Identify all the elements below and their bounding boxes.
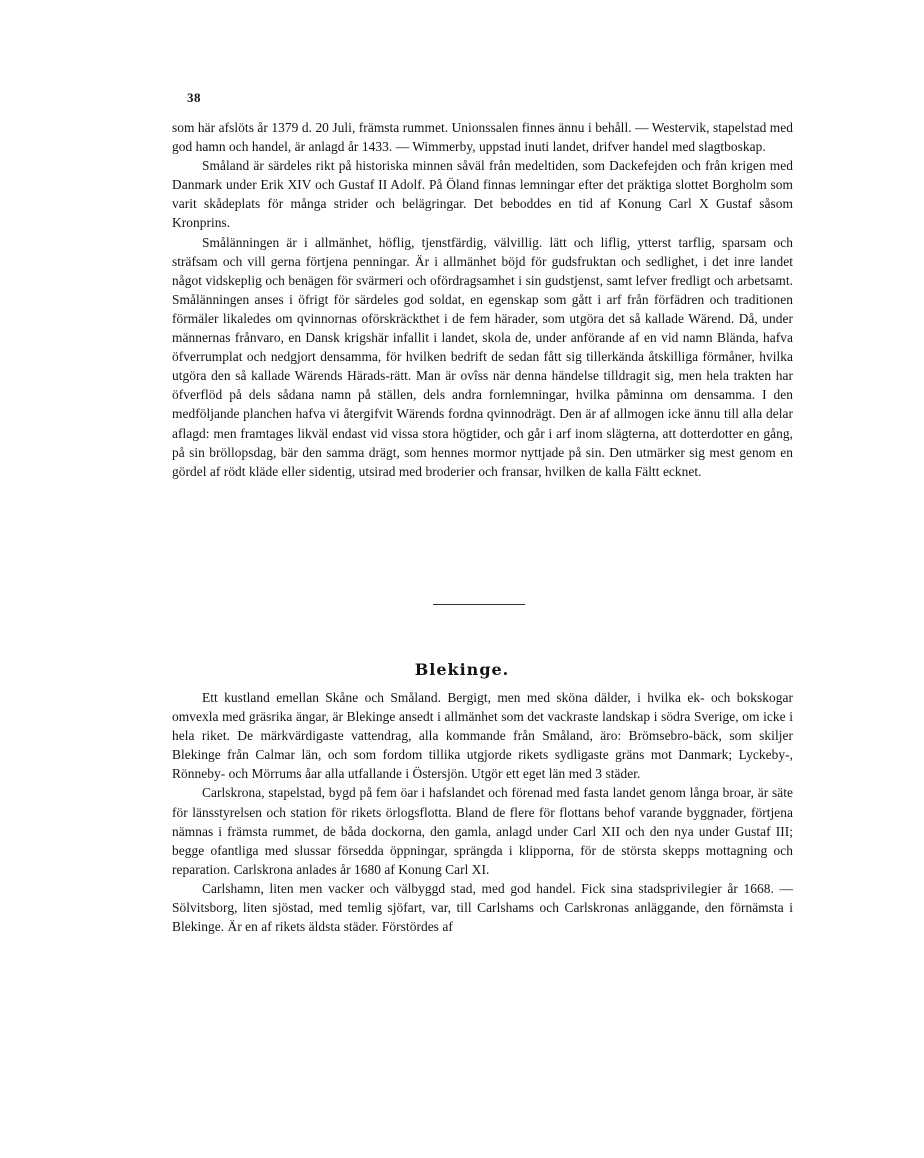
paragraph-carlskrona: Carlskrona, stapelstad, bygd på fem öar i hafslandet och förenad med fasta landet genom långa broar, är säte för länsstyrelsen och station för rikets örlogsflotta. Bland de flere för flottans behof varande byggnader, förtjena nämnas i främsta rummet, de båda dockorna, den gamla, anlagd under Carl XII och den nya under Gustaf III; begge ofantliga med slussar försedda öppningar, sprängda i klipporna, för de största skepps mottagning och reparation. Carlskrona anlades år 1680 af Konung Carl XI. [172, 785, 793, 877]
section-heading: Blekinge. [414, 660, 510, 679]
section-divider [433, 604, 525, 605]
blekinge-text-section [172, 688, 793, 936]
paragraph-carlshamn: Carlshamn, liten men vacker och välbyggd stad, med god handel. Fick sina stadsprivilegier år 1668. — Sölvitsborg, liten sjöstad, med temlig sjöfart, var, till Carlshams och Carlskronas anläggande, den förnämsta i Blekinge. Är en af rikets äldsta städer. Förstördes af [172, 880, 793, 935]
page-number: 38 [187, 90, 201, 105]
paragraph-continuation: som här afslöts år 1379 d. 20 Juli, främsta rummet. Unionssalen finnes ännu i behåll. — Westervik, stapelstad med god hamn och handel, är anlagd år 1433. — Wimmerby, uppstad inuti landet, drifver handel med slagtboskap. [172, 120, 793, 155]
paragraph-blekinge-intro: Ett kustland emellan Skåne och Småland. Bergigt, men med sköna dälder, i hvilka ek- och bokskogar omvexla med gräsrika ängar, är Blekinge ansedt i allmänhet som det vackraste landskap i södra Sverige, om icke i hela riket. De märkvärdigaste vattendrag, alla kommande från Småland, äro: Brömsebro-bäck, som skiljer Blekinge från Calmar län, och som fordom tillika utgjorde rikets sydligaste gräns mot Danmark; Lyckeby-, Rönneby- och Mörrums åar alla utfallande i Östersjön. Utgör ett eget län med 3 städer. [172, 690, 793, 782]
paragraph-smalanningen: Smålänningen är i allmänhet, höflig, tjenstfärdig, välvillig. lätt och liflig, ytterst tarflig, sparsam och sträfsam och vill gerna förtjena penningar. Är i allmänhet böjd för gudsfruktan och sedlighet, i det inre landet något vidskeplig och benägen för svärmeri och ofördragsamhet i sin gudstjenst, samt lefver fredligt och arbetsamt. Smålänningen anses i öfrigt för särdeles god soldat, en egenskap som gått i arf från förfädren och traditionen förmäler likaledes om qvinnornas oförskräckthet i de fem härader, som utgöra det så kallade Wärend. Då, under männernas frånvaro, en Dansk krigshär infallit i landet, skola de, under anförande af en vid namn Blända, hafva öfverrumplat och nedgjort densamma, för hvilken bedrift de sedan fått sig tillerkända åtskilliga förmåner, hvilka utgöra den så kallade Wärends Härads-rätt. Man är ovîss när denna händelse tilldragit sig, men hela trakten har öfverflöd på dels sådana namn på ställen, dels andra fornlemningar, hvilka påminna om densamma. I den medföljande planchen hafva vi återgifvit Wärends fordna qvinnodrägt. Den är af allmogen icke ännu till alla delar aflagd: men framtages likväl endast vid vissa stora högtider, och går i arf inom slägterna, att dotterdotter en gång, på sin bröllopsdag, bär den samma drägt, som hennes mormor nyttjade på sin. Den utmärker sig mest genom en gördel af rödt kläde eller sidentig, utsirad med broderier och fransar, hvilken de kalla Fältt ecknet. [172, 234, 793, 479]
paragraph-smaland-history: Småland är särdeles rikt på historiska minnen såväl från medeltiden, som Dackefejden och från krigen med Danmark under Erik XIV och Gustaf II Adolf. På Öland finnas lemningar efter det präktiga slottet Borgholm som varit skådeplats för många strider och belägringar. Det beboddes en tid af Konung Carl X Gustaf såsom Kronprins. [172, 158, 793, 231]
smaland-text-section [172, 118, 793, 481]
